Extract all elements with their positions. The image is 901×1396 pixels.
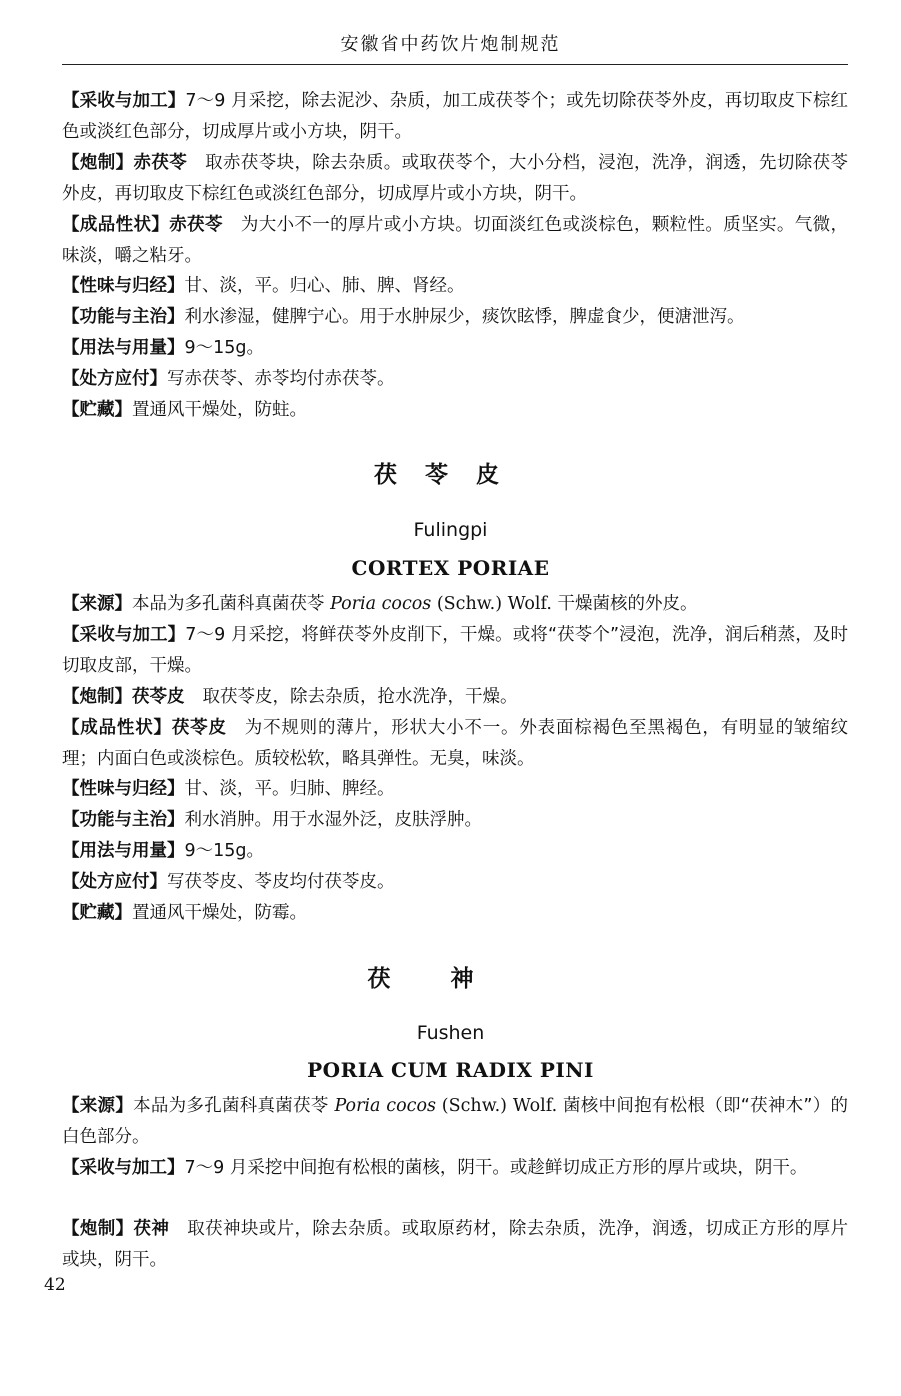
page-number: 42 (44, 1275, 66, 1295)
s1-processing-label: 【炮制】 (62, 153, 134, 173)
s2-prescription-text: 写茯苓皮、苓皮均付茯苓皮。 (167, 872, 395, 892)
s2-collection-label: 【采收与加工】 (62, 625, 186, 645)
s1-nature-text: 甘、淡，平。归心、肺、脾、肾经。 (184, 276, 465, 296)
s1-dosage-label: 【用法与用量】 (62, 338, 185, 358)
s2-source (62, 589, 848, 620)
s2-dosage-text: 9～15g。 (184, 841, 265, 861)
s3-source-mid: (Schw.) Wolf. (435, 1096, 558, 1116)
s2-nature-text: 甘、淡，平。归肺、脾经。 (184, 779, 395, 799)
s2-processing-label: 【炮制】 (62, 687, 132, 707)
s1-collection-label: 【采收与加工】 (62, 91, 186, 111)
header-rule (62, 64, 848, 65)
s3-processing-sub: 茯神 (133, 1219, 170, 1239)
s1-prescription-text: 写赤茯苓、赤苓均付赤茯苓。 (167, 369, 395, 389)
s2-source-pre: 本品为多孔菌科真菌茯苓 (132, 594, 331, 614)
s1-processing-text: 取赤茯苓块，除去杂质。或取茯苓个，大小分档，浸泡，洗净，润透，先切除茯苓外皮，再切取皮下棕红色或淡红色部分，切成厚片或小方块，阴干。 (62, 153, 849, 204)
s2-character-sub: 茯苓皮 (171, 718, 227, 738)
s2-dosage-label: 【用法与用量】 (62, 841, 185, 861)
s1-dosage (62, 333, 848, 364)
s2-prescription-label: 【处方应付】 (62, 872, 167, 892)
s3-source-label: 【来源】 (62, 1096, 134, 1116)
running-head: 安徽省中药饮片炮制规范 (340, 34, 561, 55)
s1-prescription (62, 364, 848, 395)
s2-function-label: 【功能与主治】 (62, 810, 185, 830)
s3-collection (62, 1153, 848, 1184)
s2-title-pinyin: Fulingpi (413, 519, 488, 541)
s2-nature (62, 774, 848, 805)
s2-source-post: 干燥菌核的外皮。 (551, 594, 698, 614)
s1-prescription-label: 【处方应付】 (62, 369, 167, 389)
s2-source-mid: (Schw.) Wolf. (431, 594, 552, 614)
s1-nature (62, 271, 848, 302)
s1-storage-text: 置通风干燥处，防蛀。 (132, 400, 307, 420)
s3-source-pre: 本品为多孔菌科真菌茯苓 (133, 1096, 335, 1116)
s2-collection (62, 620, 848, 682)
s2-dosage (62, 836, 848, 867)
s2-function (62, 805, 848, 836)
s1-nature-label: 【性味与归经】 (62, 276, 185, 296)
s1-storage-label: 【贮藏】 (62, 400, 132, 420)
s2-source-latin: Poria cocos (330, 594, 432, 614)
s1-character-sub: 赤茯苓 (169, 215, 223, 235)
s2-processing-text: 取茯苓皮，除去杂质，抢水洗净，干燥。 (202, 687, 518, 707)
s1-processing-sub: 赤茯苓 (133, 153, 188, 173)
s2-storage-text: 置通风干燥处，防霉。 (132, 903, 307, 923)
s2-prescription (62, 867, 848, 898)
s2-character-label: 【成品性状】 (62, 718, 172, 738)
s2-processing-sub: 茯苓皮 (132, 687, 185, 707)
s2-character-text: 为不规则的薄片，形状大小不一。外表面棕褐色至黑褐色，有明显的皱缩纹理；内面白色或淡棕色。质较松软，略具弹性。无臭，味淡。 (62, 718, 849, 769)
s1-function (62, 302, 848, 333)
s3-title-pinyin: Fushen (416, 1022, 485, 1044)
s1-storage (62, 395, 848, 426)
s3-processing (62, 1214, 848, 1276)
s2-source-label: 【来源】 (62, 594, 132, 614)
s1-collection-text: 7～9 月采挖，除去泥沙、杂质，加工成茯苓个；或先切除茯苓外皮，再切取皮下棕红色或淡红色部分，切成厚片或小方块，阴干。 (62, 91, 849, 142)
s2-title-zh: 茯苓皮 (374, 462, 527, 488)
s1-function-text: 利水渗湿，健脾宁心。用于水肿尿少，痰饮眩悸，脾虚食少，便溏泄泻。 (184, 307, 745, 327)
s2-storage (62, 898, 848, 929)
s3-processing-label: 【炮制】 (62, 1219, 134, 1239)
s1-character-label: 【成品性状】 (62, 215, 170, 235)
s2-function-text: 利水消肿。用于水湿外泛，皮肤浮肿。 (184, 810, 482, 830)
s3-source-post: 菌核中间抱有松根（即“茯神木”）的白色部分。 (62, 1096, 849, 1147)
s1-dosage-text: 9～15g。 (184, 338, 265, 358)
s2-storage-label: 【贮藏】 (62, 903, 132, 923)
s2-character (62, 713, 848, 775)
s3-title-zh: 茯神 (367, 966, 534, 992)
s1-processing (62, 148, 848, 210)
s2-processing (62, 682, 848, 713)
s2-nature-label: 【性味与归经】 (62, 779, 185, 799)
s1-collection (62, 86, 848, 148)
s3-title-latin: PORIA CUM RADIX PINI (307, 1058, 594, 1082)
s1-character-text: 为大小不一的厚片或小方块。切面淡红色或淡棕色，颗粒性。质坚实。气微，味淡，嚼之粘牙。 (62, 215, 849, 266)
s1-function-label: 【功能与主治】 (62, 307, 185, 327)
s3-source (62, 1091, 848, 1153)
s3-processing-text: 取茯神块或片，除去杂质。或取原药材，除去杂质，洗净，润透，切成正方形的厚片或块，阴干。 (62, 1219, 849, 1270)
s2-title-latin: CORTEX PORIAE (351, 556, 550, 580)
s3-collection-text: 7～9 月采挖中间抱有松根的菌核，阴干。或趁鲜切成正方形的厚片或块，阴干。 (184, 1158, 808, 1178)
s2-collection-text: 7～9 月采挖，将鲜茯苓外皮削下，干燥。或将“茯苓个”浸泡，洗净，润后稍蒸，及时切取皮部，干燥。 (62, 625, 849, 676)
s3-source-latin: Poria cocos (334, 1096, 436, 1116)
s1-character (62, 210, 848, 272)
s3-collection-label: 【采收与加工】 (62, 1158, 185, 1178)
